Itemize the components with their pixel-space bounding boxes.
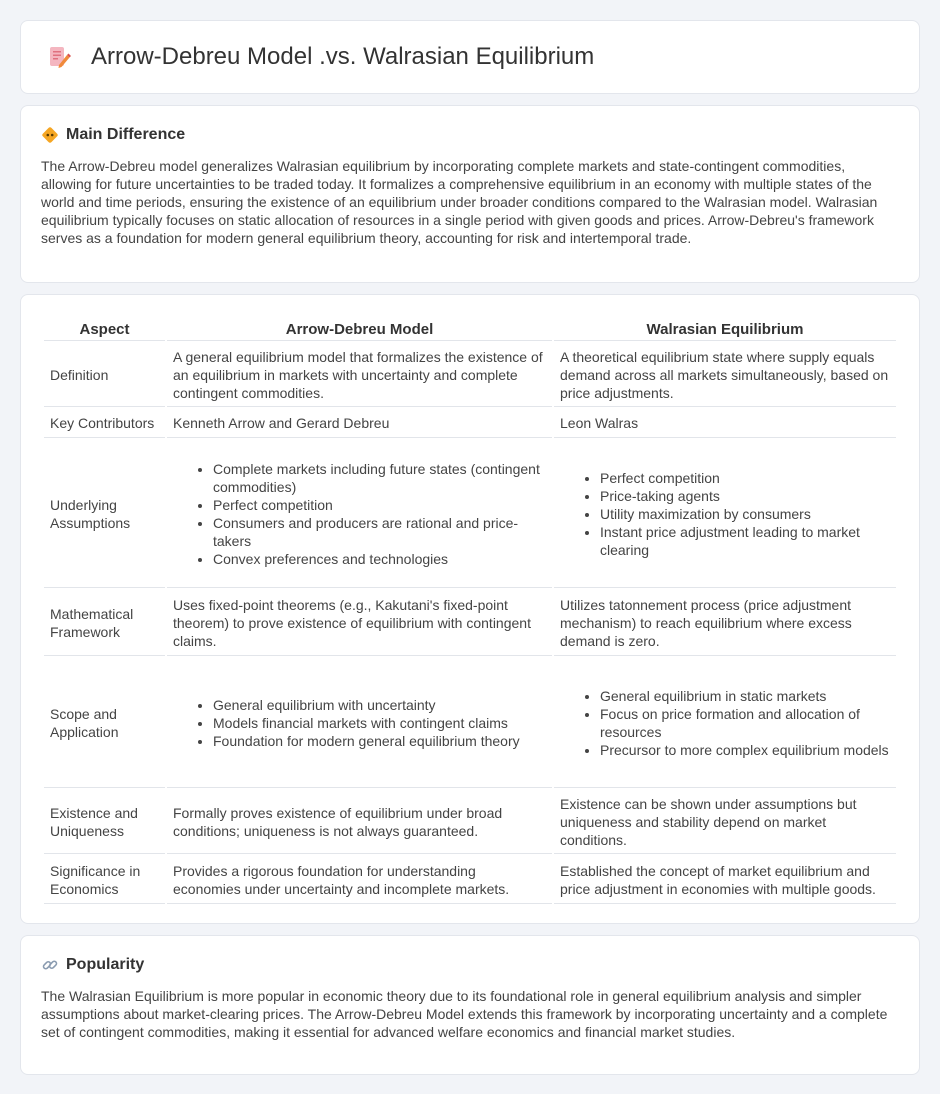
table-row [44, 409, 896, 438]
list-item: • General equilibrium in static markets [600, 687, 890, 705]
diamond-warning-icon [41, 126, 59, 144]
popularity-title: Popularity [66, 956, 145, 973]
row-aspect: Existence and Uniqueness [44, 790, 165, 854]
row-arrow-debreu: Provides a rigorous foundation for understanding economies under uncertainty and incomplete markets. [167, 856, 552, 904]
document-edit-icon [47, 45, 71, 69]
table-row [44, 590, 896, 656]
row-arrow-debreu [167, 440, 552, 588]
list-item: • Convex preferences and technologies [213, 550, 546, 568]
row-walrasian: Established the concept of market equilibrium and price adjustment in economies with multiple goods. [554, 856, 896, 904]
row-aspect: Definition [44, 343, 165, 407]
table-row [44, 856, 896, 904]
header-aspect: Aspect [44, 313, 165, 341]
row-arrow-debreu: A general equilibrium model that formalizes the existence of an equilibrium in markets with uncertainty and complete contingent commodities. [167, 343, 552, 407]
row-aspect: Underlying Assumptions [44, 440, 165, 588]
row-walrasian: Leon Walras [554, 409, 896, 438]
list [173, 460, 546, 568]
list-item: • General equilibrium with uncertainty [213, 696, 546, 714]
list-item: • Perfect competition [600, 469, 890, 487]
main-difference-title: Main Difference [66, 126, 186, 143]
popularity-text: The Walrasian Equilibrium is more popular in economic theory due to its foundational role in general equilibrium analysis and simpler assumptions about market-clearing prices. The Arrow-Debreu Model extends this framework by incorporating uncertainty and a complete set of contingent commodities, making it essential for advanced welfare economics and financial market studies. [41, 988, 888, 1040]
list-item: • Complete markets including future states (contingent commodities) [213, 460, 546, 496]
main-difference-card [20, 105, 920, 283]
row-aspect: Mathematical Framework [44, 590, 165, 656]
list-item: • Focus on price formation and allocation of resources [600, 705, 890, 741]
popularity-card [20, 935, 920, 1075]
table-row [44, 790, 896, 854]
row-arrow-debreu: Kenneth Arrow and Gerard Debreu [167, 409, 552, 438]
list [560, 687, 890, 759]
header-walrasian: Walrasian Equilibrium [554, 313, 896, 341]
comparison-table [42, 311, 898, 906]
list [173, 696, 546, 750]
list-item: • Models financial markets with contingent claims [213, 714, 546, 732]
list-item: • Foundation for modern general equilibrium theory [213, 732, 546, 750]
row-walrasian: Existence can be shown under assumptions but uniqueness and stability depend on market conditions. [554, 790, 896, 854]
row-walrasian [554, 440, 896, 588]
row-walrasian: A theoretical equilibrium state where supply equals demand across all markets simultaneously, based on price adjustments. [554, 343, 896, 407]
row-walrasian: Utilizes tatonnement process (price adjustment mechanism) to reach equilibrium where excess demand is zero. [554, 590, 896, 656]
header-arrow-debreu: Arrow-Debreu Model [167, 313, 552, 341]
table-row [44, 440, 896, 588]
row-arrow-debreu: Formally proves existence of equilibrium under broad conditions; uniqueness is not always guaranteed. [167, 790, 552, 854]
list-item: • Consumers and producers are rational and price-takers [213, 514, 546, 550]
list-item: • Instant price adjustment leading to market clearing [600, 523, 890, 559]
list [560, 469, 890, 559]
row-aspect: Scope and Application [44, 658, 165, 788]
row-walrasian [554, 658, 896, 788]
page-title: Arrow-Debreu Model .vs. Walrasian Equilibrium [91, 43, 595, 70]
list-item: • Precursor to more complex equilibrium models [600, 741, 890, 759]
comparison-table-card [20, 294, 920, 924]
table-row [44, 343, 896, 407]
table-row [44, 658, 896, 788]
row-arrow-debreu [167, 658, 552, 788]
table-header-row [44, 313, 896, 341]
row-aspect: Key Contributors [44, 409, 165, 438]
row-arrow-debreu: Uses fixed-point theorems (e.g., Kakutani's fixed-point theorem) to prove existence of equilibrium with contingent claims. [167, 590, 552, 656]
row-aspect: Significance in Economics [44, 856, 165, 904]
list-item: • Price-taking agents [600, 487, 890, 505]
list-item: • Utility maximization by consumers [600, 505, 890, 523]
list-item: • Perfect competition [213, 496, 546, 514]
main-difference-text: The Arrow-Debreu model generalizes Walrasian equilibrium by incorporating complete markets and state-contingent commodities, allowing for future uncertainties to be traded today. It formalizes a comprehensive equilibrium in an economy with multiple states of the world and time periods, ensuring the existence of an equilibrium under broader conditions compared to the Walrasian model. Walrasian equilibrium typically focuses on static allocation of resources in a single period with given goods and prices. Arrow-Debreu's framework serves as a foundation for modern general equilibrium theory, accounting for risk and intertemporal trade. [41, 158, 878, 246]
link-icon [41, 956, 59, 974]
header-card [20, 20, 920, 94]
